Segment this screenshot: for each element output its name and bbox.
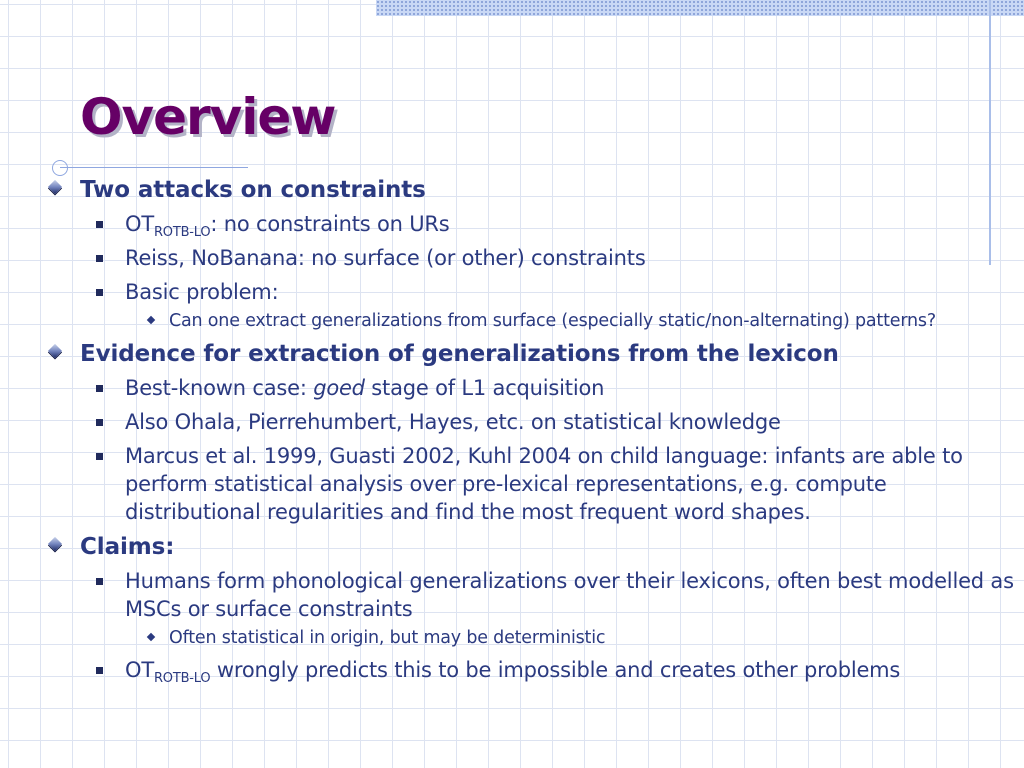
bullet-text: Basic problem:	[125, 280, 279, 304]
small-diamond-bullet-icon	[147, 316, 155, 324]
decorative-circle	[52, 160, 68, 176]
bullet-extract-question	[44, 309, 1019, 333]
slide-title: Overview	[80, 88, 336, 146]
bullet-evidence	[44, 340, 1019, 368]
emphasis-text: goed	[313, 376, 365, 400]
square-bullet-icon	[96, 578, 103, 585]
small-diamond-bullet-icon	[147, 633, 155, 641]
square-bullet-icon	[96, 453, 103, 460]
bullet-marcus	[44, 442, 1019, 526]
bullet-text: Reiss, NoBanana: no surface (or other) constraints	[125, 246, 646, 270]
bullet-text: Marcus et al. 1999, Guasti 2002, Kuhl 2004 on child language: infants are able to perform statistical analysis over pre-lexical representations, e.g. compute distributional regularities and find the most frequent word shapes.	[125, 444, 963, 524]
subscript-text: ROTB-LO	[153, 671, 211, 686]
bullet-text-post: stage of L1 acquisition	[364, 376, 605, 400]
bullet-text-post: : no constraints on URs	[210, 212, 450, 236]
bullet-text: Can one extract generalizations from surface (especially static/non-alternating) patterns?	[169, 311, 936, 331]
bullet-two-attacks	[44, 176, 1019, 204]
bullet-text: Claims:	[80, 534, 175, 560]
square-bullet-icon	[96, 255, 103, 262]
bullet-text-pre: OT	[125, 658, 154, 682]
square-bullet-icon	[96, 667, 103, 674]
bullet-text: Two attacks on constraints	[80, 177, 426, 203]
bullet-ot-rotb	[44, 210, 1019, 238]
bullet-reiss	[44, 244, 1019, 272]
bullet-text-pre: OT	[125, 212, 154, 236]
square-bullet-icon	[96, 385, 103, 392]
bullet-text: Also Ohala, Pierrehumbert, Hayes, etc. on statistical knowledge	[125, 410, 781, 434]
bullet-text: Evidence for extraction of generalizations from the lexicon	[80, 341, 839, 367]
bullet-basic-problem	[44, 278, 1019, 306]
bullet-humans-form	[44, 567, 1019, 623]
bullet-ohala	[44, 408, 1019, 436]
bullet-text: Humans form phonological generalizations over their lexicons, often best modelled as MSCs or surface constraints	[125, 569, 1014, 621]
bullet-best-known	[44, 374, 1019, 402]
bullet-text: Often statistical in origin, but may be deterministic	[169, 628, 606, 648]
square-bullet-icon	[96, 419, 103, 426]
title-underline	[60, 167, 248, 168]
diamond-bullet-icon	[48, 180, 62, 194]
bullet-ot-wrongly	[44, 656, 1019, 684]
bullet-statistical-origin	[44, 626, 1019, 650]
diamond-bullet-icon	[48, 344, 62, 358]
diamond-bullet-icon	[48, 537, 62, 551]
bullet-text-post: wrongly predicts this to be impossible and creates other problems	[210, 658, 901, 682]
square-bullet-icon	[96, 289, 103, 296]
square-bullet-icon	[96, 221, 103, 228]
bullet-text-pre: Best-known case:	[125, 376, 314, 400]
slide-body	[44, 176, 1019, 684]
bullet-claims	[44, 533, 1019, 561]
top-decorative-band	[376, 0, 1024, 16]
subscript-text: ROTB-LO	[153, 225, 211, 240]
